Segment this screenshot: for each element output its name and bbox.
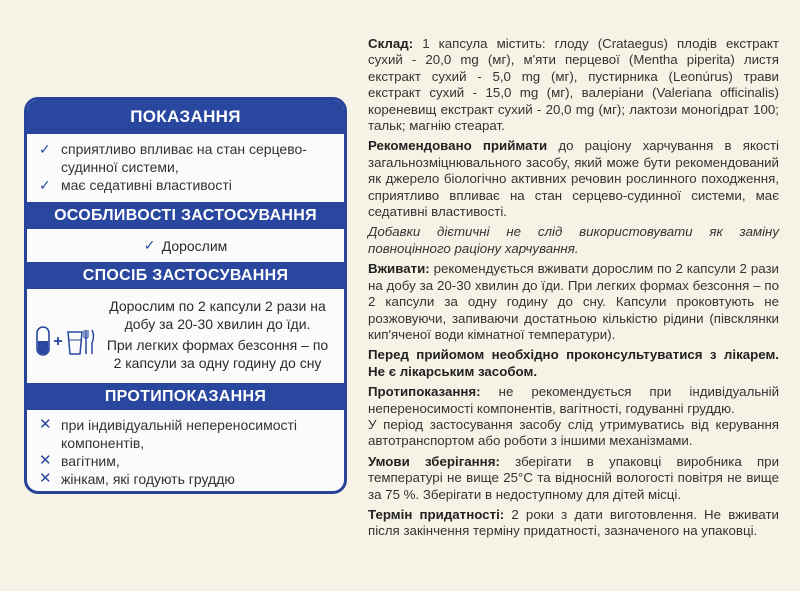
list-item: ✓ сприятливо впливає на стан серцево-судинної системи,: [39, 141, 307, 175]
recommended-paragraph: Рекомендовано приймати до раціону харчування в якості загальнозміцнювального засобу, який може бути рекомендований як джерело біологічно активних речовин рослинного походження, сприятливо впливає на стан серцево-судинної системи, має седативні властивості.: [368, 138, 779, 220]
list-item: ✕ жінкам, які годують груддю: [39, 470, 235, 487]
composition-paragraph: Склад: 1 капсула містить: глоду (Crataegus) плодів екстракт сухий - 20,0 mg (мг), м'яти перцевої (Mentha piperita) листя екстракт сухий - 5,0 mg (мг), пустирника (Leonúrus) трави екстракт сухий - 15,0 mg (мг), валеріани (Valeriana officinalis) кореневищ екстракт сухий - 20,0 mg (мг); лактози моногідрат 100; тальк; магнію стеарат.: [368, 36, 779, 134]
features-item: ✓ Дорослим: [143, 237, 228, 254]
list-item: ✓ має седативні властивості: [39, 177, 232, 193]
contraindications-header: ПРОТИПОКАЗАННЯ: [27, 383, 344, 410]
check-icon: ✓: [39, 177, 51, 193]
list-item: ✕ вагітним,: [39, 452, 120, 469]
storage-paragraph: Умови зберігання: зберігати в упаковці виробника при температурі не вище 25°С та відносній вологості повітря не вище за 75 %. Зберігати в недоступному для дітей місці.: [368, 453, 779, 502]
supplement-note: Добавки дієтичні не слід використовувати як заміну повноцінного раціону харчування.: [368, 224, 779, 256]
cross-icon: ✕: [39, 470, 52, 487]
method-header: СПОСІБ ЗАСТОСУВАННЯ: [27, 262, 344, 289]
info-card: [24, 97, 347, 494]
usage-icons: [35, 297, 101, 375]
shelf-life-paragraph: Термін придатності: 2 роки з дати виготовлення. Не вживати після закінчення терміну придатності, зазначеного на упаковці.: [368, 506, 779, 539]
method-section: [27, 289, 344, 383]
contraindications-paragraph: Протипоказання: не рекомендується при індивідуальній непереносимості компонентів, вагітності, годуванні груддю. У період застосування засобу слід утримуватись від керування автотранспортом або роботи з іншими механізмами.: [368, 384, 779, 449]
contraindications-list: [27, 410, 344, 494]
capsule-plus-glass-icon: [35, 324, 97, 358]
method-line-1: Дорослим по 2 капсули 2 рази на добу за 20-30 хвилин до їди.: [109, 298, 326, 332]
method-text: [101, 297, 334, 375]
dosage-paragraph: Вживати: рекомендується вживати дорослим по 2 капсули 2 рази на добу за 20-30 хвилин до їди. При легких формах безсоння – по 2 капсули за одну годину до сну. Капсули проковтують не розжовуючи, запиваючи достатньою кількістю рідини (півсклянки кип'яченої води кімнатної температури).: [368, 261, 779, 342]
check-icon: ✓: [39, 141, 51, 157]
list-item: ✕ при індивідуальній непереносимості компонентів,: [39, 416, 297, 451]
indications-header: ПОКАЗАННЯ: [27, 100, 344, 134]
consult-warning: Перед прийомом необхідно проконсультуватися з лікарем. Не є лікарським засобом.: [368, 347, 779, 379]
indications-list: [27, 134, 344, 202]
cross-icon: ✕: [39, 416, 52, 433]
cross-icon: ✕: [39, 452, 52, 469]
check-icon: ✓: [143, 237, 156, 253]
method-line-2: При легких формах безсоння – по 2 капсули за одну годину до сну: [106, 337, 329, 371]
instructions-text: [368, 36, 779, 544]
features-header: ОСОБЛИВОСТІ ЗАСТОСУВАННЯ: [27, 202, 344, 229]
